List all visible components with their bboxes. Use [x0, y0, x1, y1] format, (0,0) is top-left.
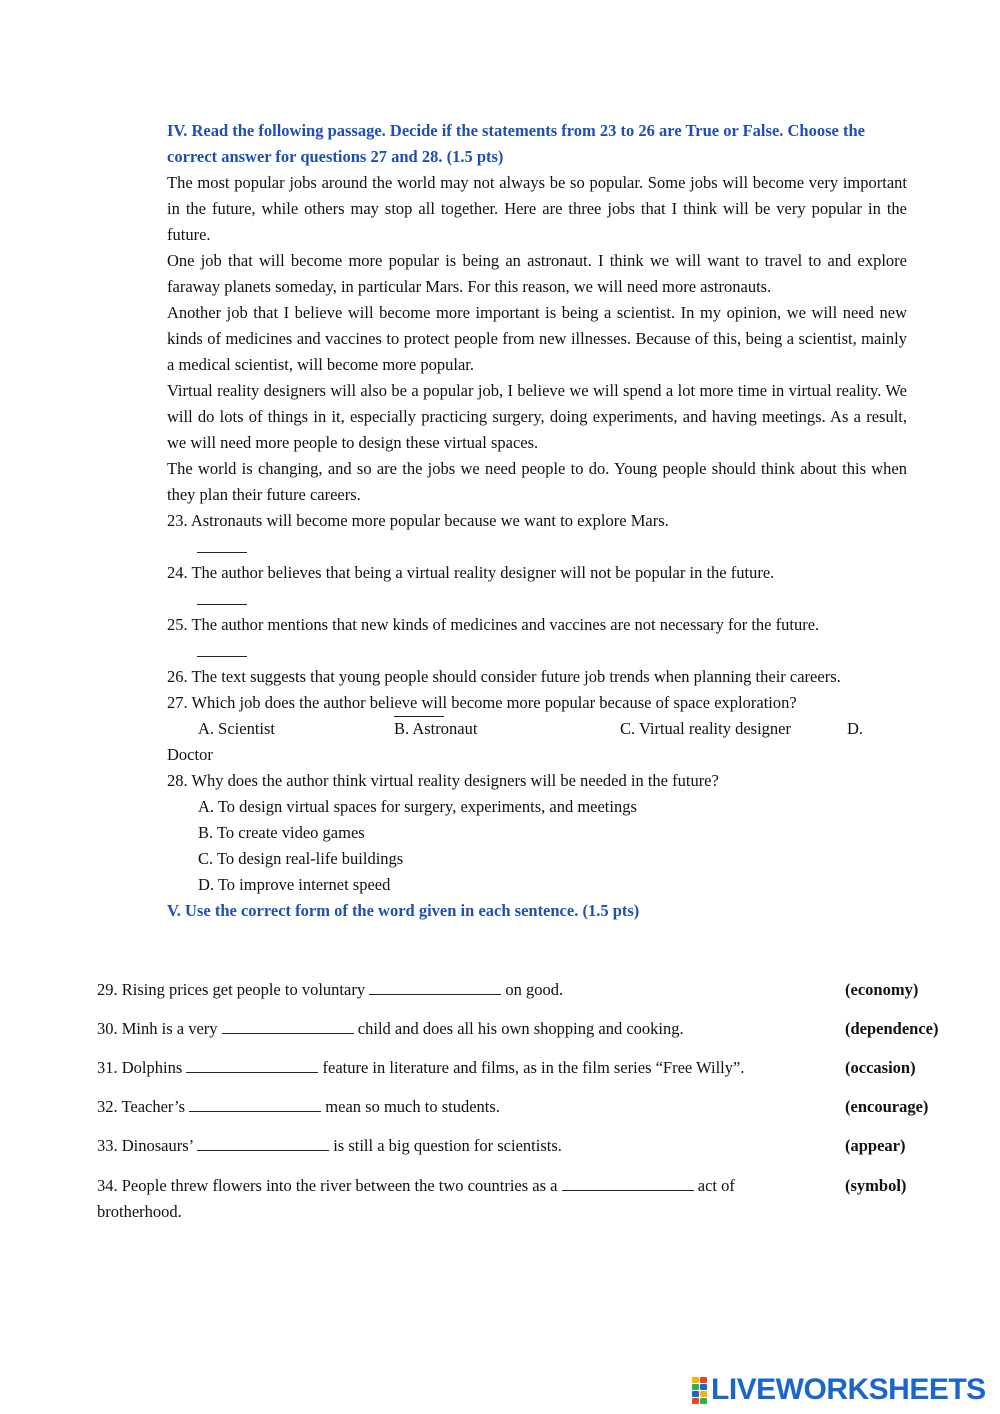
word-form-item-30 — [97, 1016, 967, 1042]
passage-paragraph: One job that will become more popular is being an astronaut. I think we will want to travel to and explore faraway planets someday, in particular Mars. For this reason, we will need more astronauts. — [167, 251, 907, 296]
word-form-item-31 — [97, 1055, 967, 1081]
item-30-blank[interactable] — [222, 1017, 354, 1034]
item-34-text-before: 34. People threw flowers into the river between the two countries as a — [97, 1176, 558, 1195]
word-form-item-29 — [97, 977, 967, 1003]
q27-option-a[interactable]: A. Scientist — [198, 719, 275, 738]
answer-23-line — [167, 534, 907, 560]
answer-26-blank[interactable] — [394, 702, 444, 717]
question-27: 27. Which job does the author believe will become more popular because of space exploration? — [167, 693, 797, 712]
item-32-hint: (encourage) — [845, 1097, 929, 1116]
item-29-blank[interactable] — [369, 978, 501, 995]
item-33-hint: (appear) — [845, 1136, 906, 1155]
q28-option-b[interactable]: B. To create video games — [198, 823, 365, 842]
item-30-hint: (dependence) — [845, 1019, 939, 1038]
word-form-item-32 — [97, 1094, 967, 1120]
q27-option-d[interactable]: D. — [847, 719, 864, 738]
question-24: 24. The author believes that being a virtual reality designer will not be popular in the future. — [167, 563, 775, 582]
passage-paragraph: The most popular jobs around the world may not always be so popular. Some jobs will become very important in the future, while others may stop all together. Here are three jobs that I think will be very popular in the future. — [167, 173, 907, 244]
q27-option-d-text[interactable]: Doctor — [167, 745, 213, 764]
section-5-heading: V. Use the correct form of the word given in each sentence. (1.5 pts) — [167, 901, 640, 920]
q28-option-c[interactable]: C. To design real-life buildings — [198, 849, 404, 868]
item-30-text-before: 30. Minh is a very — [97, 1019, 218, 1038]
section-4-heading: IV. Read the following passage. Decide if the statements from 23 to 26 are True or False. Choose the correct answer for questions 27 and 28. (1.5 pts) — [167, 121, 865, 166]
item-32-text-after: mean so much to students. — [325, 1097, 500, 1116]
q28-option-a[interactable]: A. To design virtual spaces for surgery, experiments, and meetings — [198, 797, 637, 816]
answer-23-blank[interactable] — [197, 534, 247, 553]
passage-paragraph: The world is changing, and so are the jobs we need people to do. Young people should think about this when they plan their future careers. — [167, 459, 907, 504]
section-5 — [97, 977, 967, 1225]
question-26: 26. The text suggests that young people should consider future job trends when planning their careers. — [167, 667, 841, 686]
item-30-text-after: child and does all his own shopping and cooking. — [357, 1019, 684, 1038]
item-33-blank[interactable] — [197, 1134, 329, 1151]
section-4 — [167, 118, 907, 924]
word-form-item-33 — [97, 1133, 967, 1159]
q27-option-c[interactable]: C. Virtual reality designer — [620, 719, 791, 738]
item-32-blank[interactable] — [189, 1095, 321, 1112]
question-26-wrap — [167, 664, 907, 690]
question-28-options — [167, 794, 907, 898]
item-33-text-before: 33. Dinosaurs’ — [97, 1136, 193, 1155]
item-29-text-after: on good. — [505, 980, 564, 999]
question-25: 25. The author mentions that new kinds of medicines and vaccines are not necessary for the future. — [167, 615, 820, 634]
item-31-text-after: feature in literature and films, as in the film series “Free Willy”. — [322, 1058, 745, 1077]
passage-paragraph: Virtual reality designers will also be a popular job, I believe we will spend a lot more time in virtual reality. We will do lots of things in it, especially practicing surgery, doing experiments, and having meetings. As a result, we will need more people to design these virtual spaces. — [167, 381, 907, 452]
item-34-blank[interactable] — [562, 1174, 694, 1191]
answer-24-blank[interactable] — [197, 586, 247, 605]
word-form-item-34 — [97, 1173, 967, 1225]
answer-25-line — [167, 638, 907, 664]
liveworksheets-logo-text: LIVEWORKSHEETS — [711, 1373, 986, 1406]
answer-24-line — [167, 586, 907, 612]
answer-25-blank[interactable] — [197, 638, 247, 657]
item-32-text-before: 32. Teacher’s — [97, 1097, 186, 1116]
liveworksheets-logo — [692, 1374, 986, 1406]
passage-paragraph: Another job that I believe will become more important is being a scientist. In my opinion, we will need new kinds of medicines and vaccines to protect people from new illnesses. Because of this, being a scientist, mainly a medical scientist, will become more popular. — [167, 303, 907, 374]
item-31-hint: (occasion) — [845, 1058, 916, 1077]
item-34-text-after: act of brotherhood. — [97, 1176, 735, 1221]
question-23: 23. Astronauts will become more popular because we want to explore Mars. — [167, 511, 669, 530]
item-29-hint: (economy) — [845, 980, 919, 999]
question-28: 28. Why does the author think virtual reality designers will be needed in the future? — [167, 771, 719, 790]
item-33-text-after: is still a big question for scientists. — [333, 1136, 562, 1155]
item-29-text-before: 29. Rising prices get people to voluntary — [97, 980, 366, 999]
q27-option-b[interactable]: B. Astronaut — [394, 719, 478, 738]
item-31-text-before: 31. Dolphins — [97, 1058, 183, 1077]
item-34-hint: (symbol) — [845, 1176, 907, 1195]
item-31-blank[interactable] — [186, 1056, 318, 1073]
q28-option-d[interactable]: D. To improve internet speed — [198, 875, 391, 894]
question-27-options — [167, 716, 907, 742]
liveworksheets-logo-mark-icon — [692, 1377, 707, 1404]
